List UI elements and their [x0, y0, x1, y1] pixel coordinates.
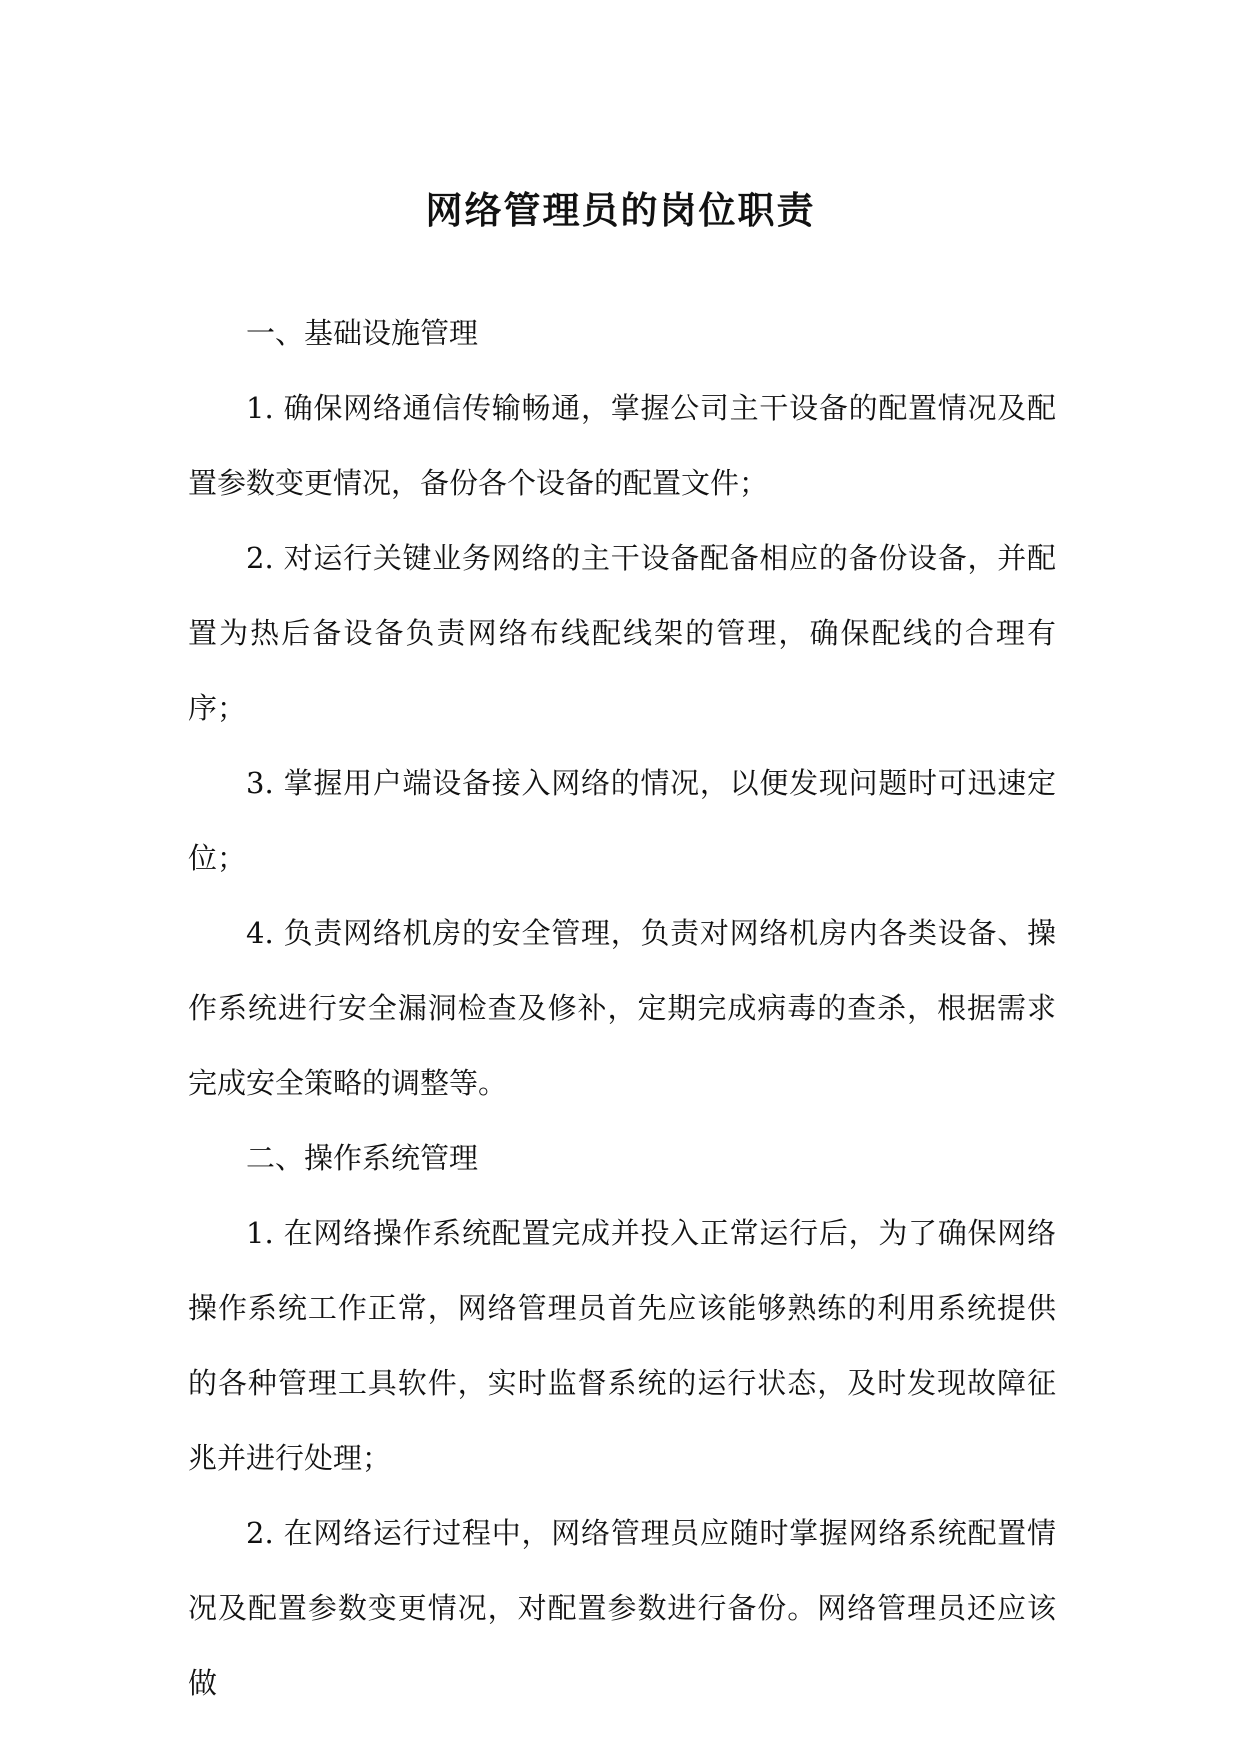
- paragraph-os-1: 1. 在网络操作系统配置完成并投入正常运行后，为了确保网络操作系统工作正常，网络管理员首先应该能够熟练的利用系统提供的各种管理工具软件，实时监督系统的运行状态，及时发现故障征兆并进行处理；: [188, 1216, 1056, 1475]
- section-heading-os: 二、操作系统管理: [246, 1141, 479, 1175]
- document-title: 网络管理员的岗位职责: [425, 188, 816, 232]
- paragraph-infrastructure-4: 4. 负责网络机房的安全管理，负责对网络机房内各类设备、操作系统进行安全漏洞检查及修补，定期完成病毒的查杀，根据需求完成安全策略的调整等。: [188, 916, 1056, 1100]
- paragraph-infrastructure-3: 3. 掌握用户端设备接入网络的情况，以便发现问题时可迅速定位；: [188, 766, 1056, 875]
- document-body: [188, 296, 1056, 1721]
- paragraph-infrastructure-2: 2. 对运行关键业务网络的主干设备配备相应的备份设备，并配置为热后备设备负责网络布线配线架的管理，确保配线的合理有序；: [188, 541, 1056, 725]
- paragraph-os-2: 2. 在网络运行过程中，网络管理员应随时掌握网络系统配置情况及配置参数变更情况，对配置参数进行备份。网络管理员还应该做: [188, 1516, 1056, 1700]
- section-heading-infrastructure: 一、基础设施管理: [246, 316, 479, 350]
- paragraph-infrastructure-1: 1. 确保网络通信传输畅通，掌握公司主干设备的配置情况及配置参数变更情况，备份各个设备的配置文件；: [188, 391, 1056, 500]
